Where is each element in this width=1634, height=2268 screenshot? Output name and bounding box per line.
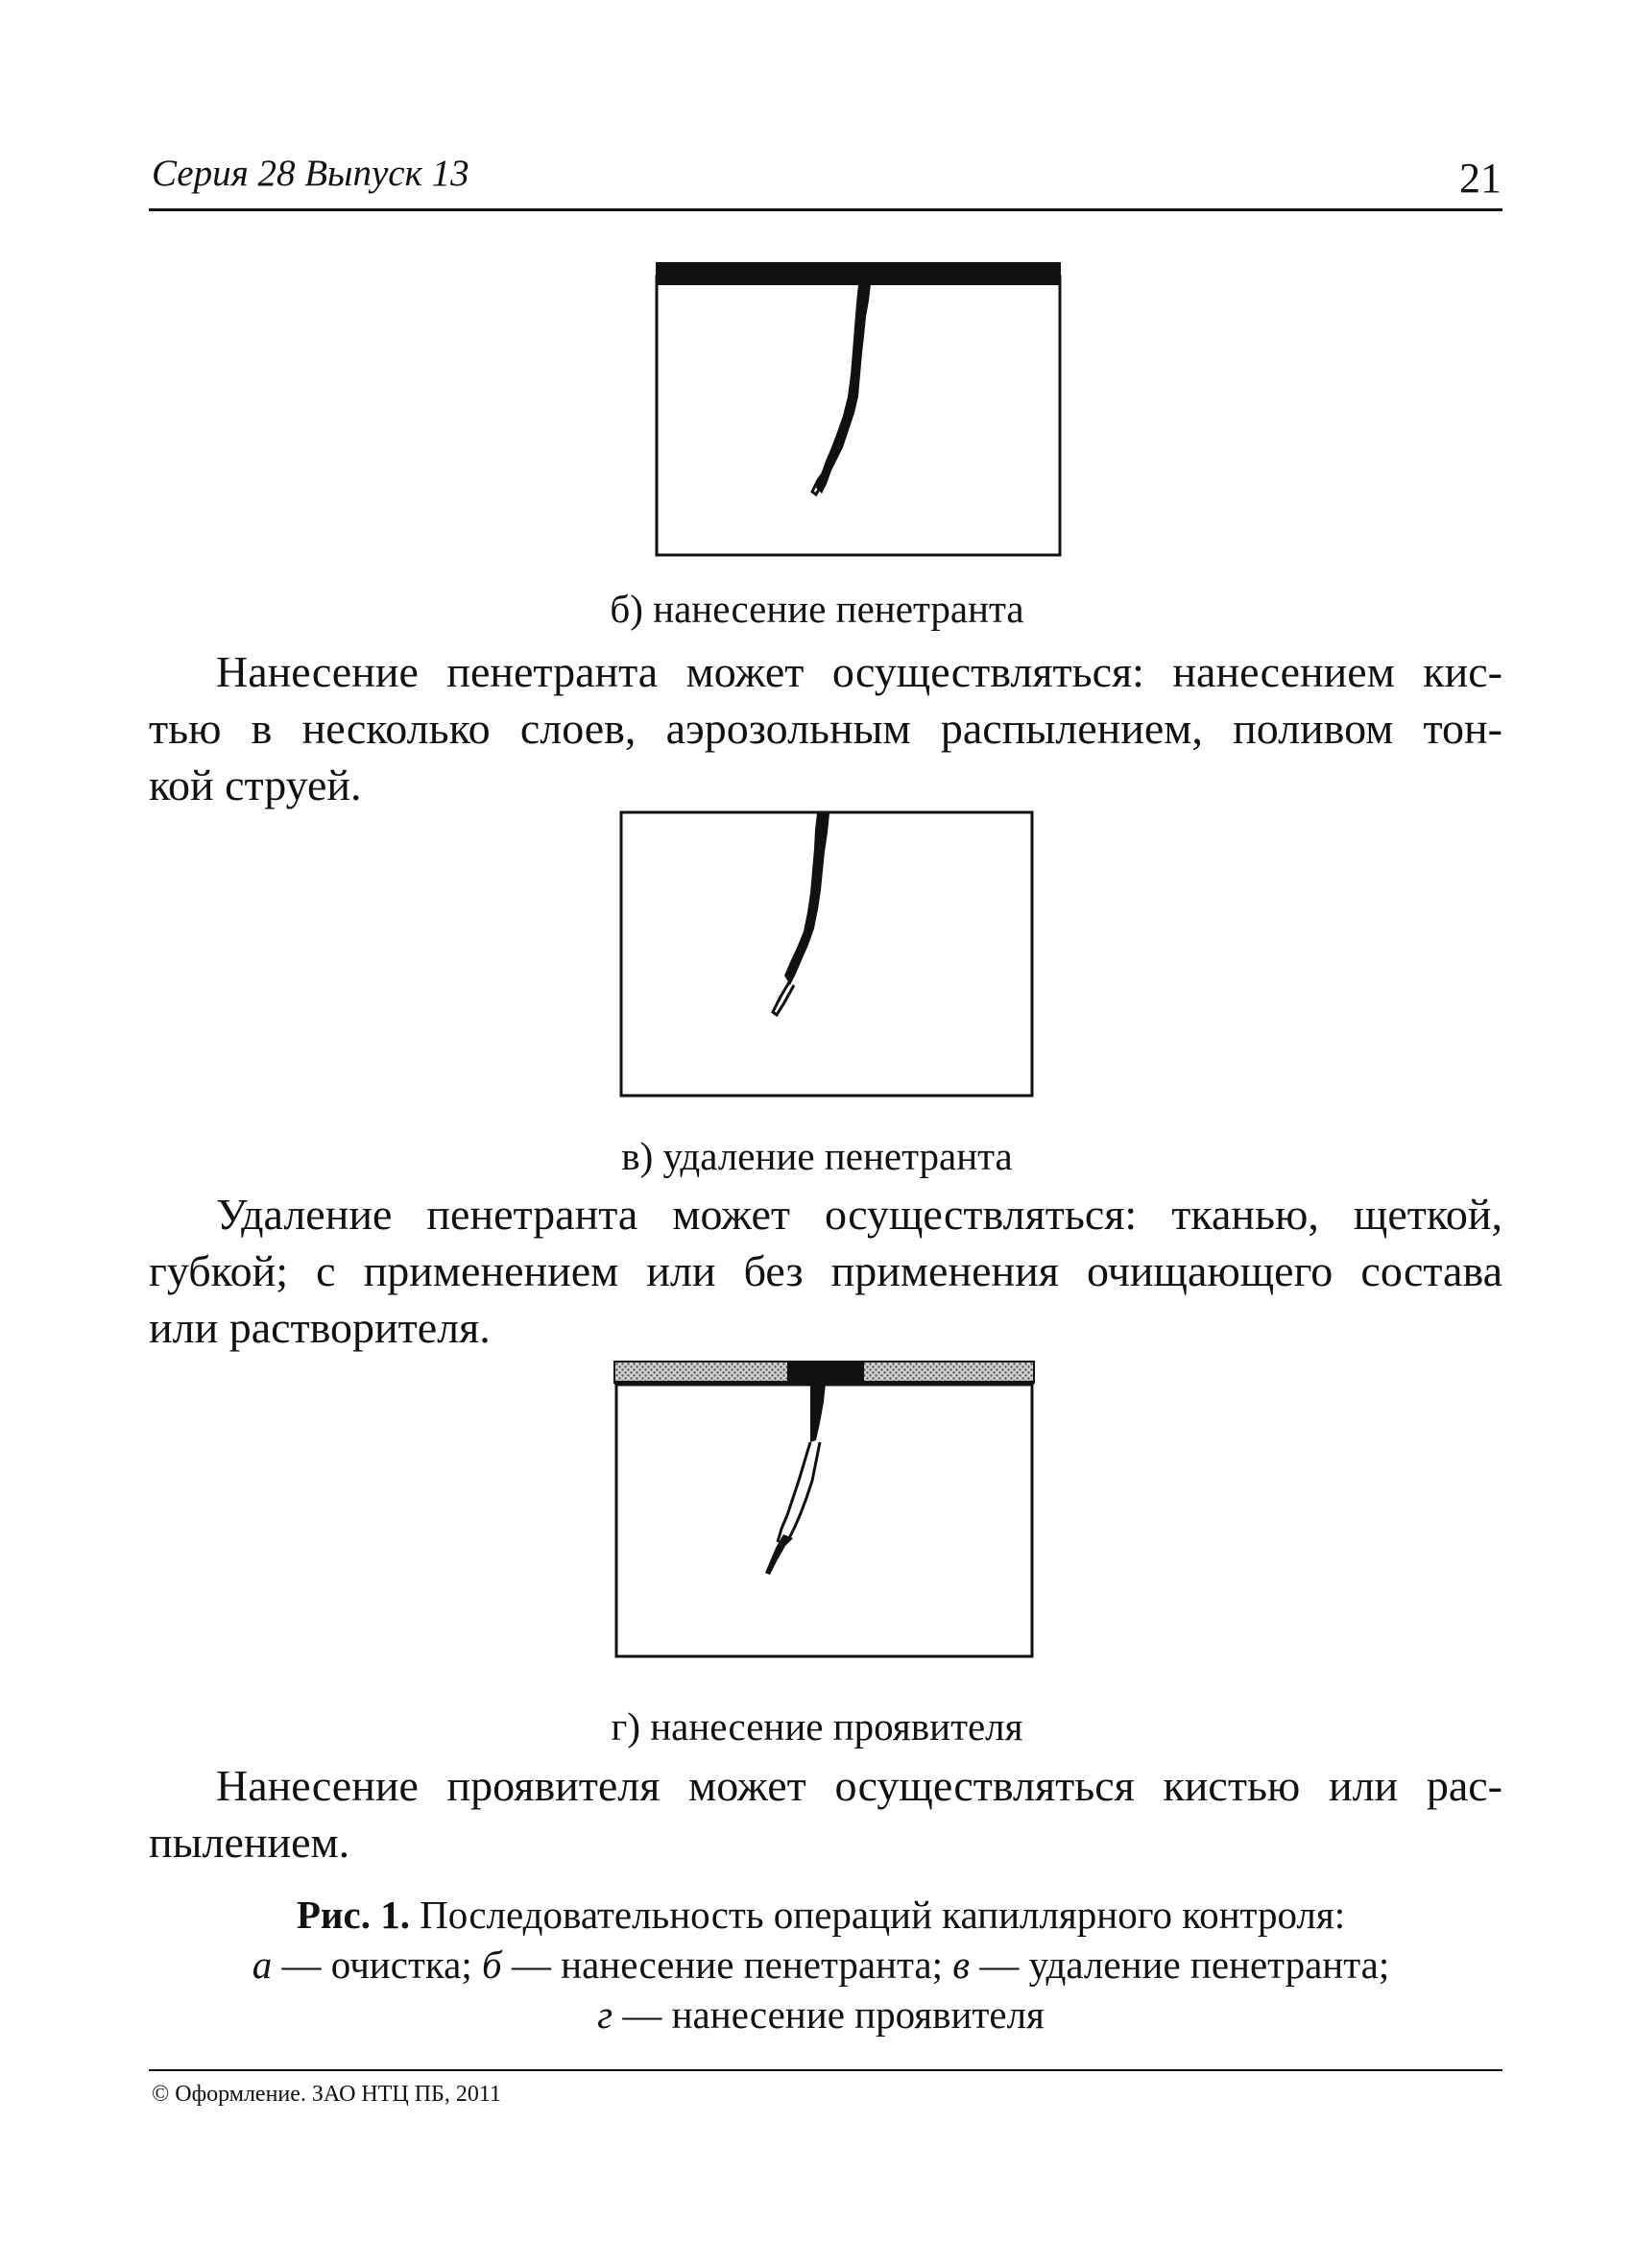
legend-text-g: — нанесение проявителя (613, 1992, 1045, 2037)
paragraph-developer-application (149, 1757, 1502, 1870)
text-line: Нанесение проявителя может осуществляться кистью или рас- (216, 1761, 1502, 1810)
specimen-block (621, 812, 1032, 1096)
footer-rule (149, 2069, 1502, 2071)
figure-title-line-1 (144, 1890, 1498, 1940)
text-line: губкой; с применением или без применения очищающего состава (149, 1246, 1502, 1295)
figure-b-caption: б) нанесение пенетранта (610, 587, 1024, 631)
text-line: кой струей. (149, 760, 362, 809)
legend-letter-b: б (482, 1942, 502, 1987)
footer-copyright: © Оформление. ЗАО НТЦ ПБ, 2011 (152, 2082, 501, 2107)
penetrant-layer (656, 262, 1061, 285)
developer-indication (787, 1362, 864, 1383)
figure-g-caption: г) нанесение проявителя (611, 1704, 1023, 1749)
legend-letter-a: а (252, 1942, 273, 1987)
figure-title-line-3 (144, 1990, 1498, 2039)
legend-letter-v: в (952, 1942, 971, 1987)
specimen-block (616, 1385, 1032, 1656)
text-line: пылением. (149, 1818, 350, 1867)
paragraph-penetrant-application (149, 643, 1502, 813)
figure-title-line-2 (144, 1940, 1498, 1990)
legend-text-b: — нанесение пенетранта; (501, 1942, 953, 1987)
header-rule (149, 208, 1502, 211)
legend-text-a: — очистка; (272, 1942, 483, 1987)
legend-letter-g: г (597, 1992, 613, 2037)
figure-g-developer-application (607, 1354, 1044, 1661)
legend-text-v: — удаление пенетранта; (970, 1942, 1390, 1987)
paragraph-penetrant-removal (149, 1186, 1502, 1356)
page-number: 21 (1459, 155, 1502, 202)
running-header-series: Серия 28 Выпуск 13 (152, 153, 469, 194)
figure-b-penetrant-application (653, 257, 1066, 560)
figure-v-caption: в) удаление пенетранта (621, 1134, 1013, 1178)
text-line: Нанесение пенетранта может осуществляться: нанесением кис- (216, 647, 1502, 696)
figure-v-penetrant-removal (617, 808, 1040, 1101)
figure-title (144, 1890, 1498, 2039)
text-line: тью в несколько слоев, аэрозольным распылением, поливом тон- (149, 704, 1502, 753)
figure-title-text: Последовательность операций капиллярного контроля: (420, 1893, 1346, 1937)
figure-label: Рис. 1. (296, 1893, 410, 1937)
text-line: Удаление пенетранта может осуществляться: тканью, щеткой, (216, 1190, 1502, 1239)
text-line: или растворителя. (149, 1303, 491, 1352)
